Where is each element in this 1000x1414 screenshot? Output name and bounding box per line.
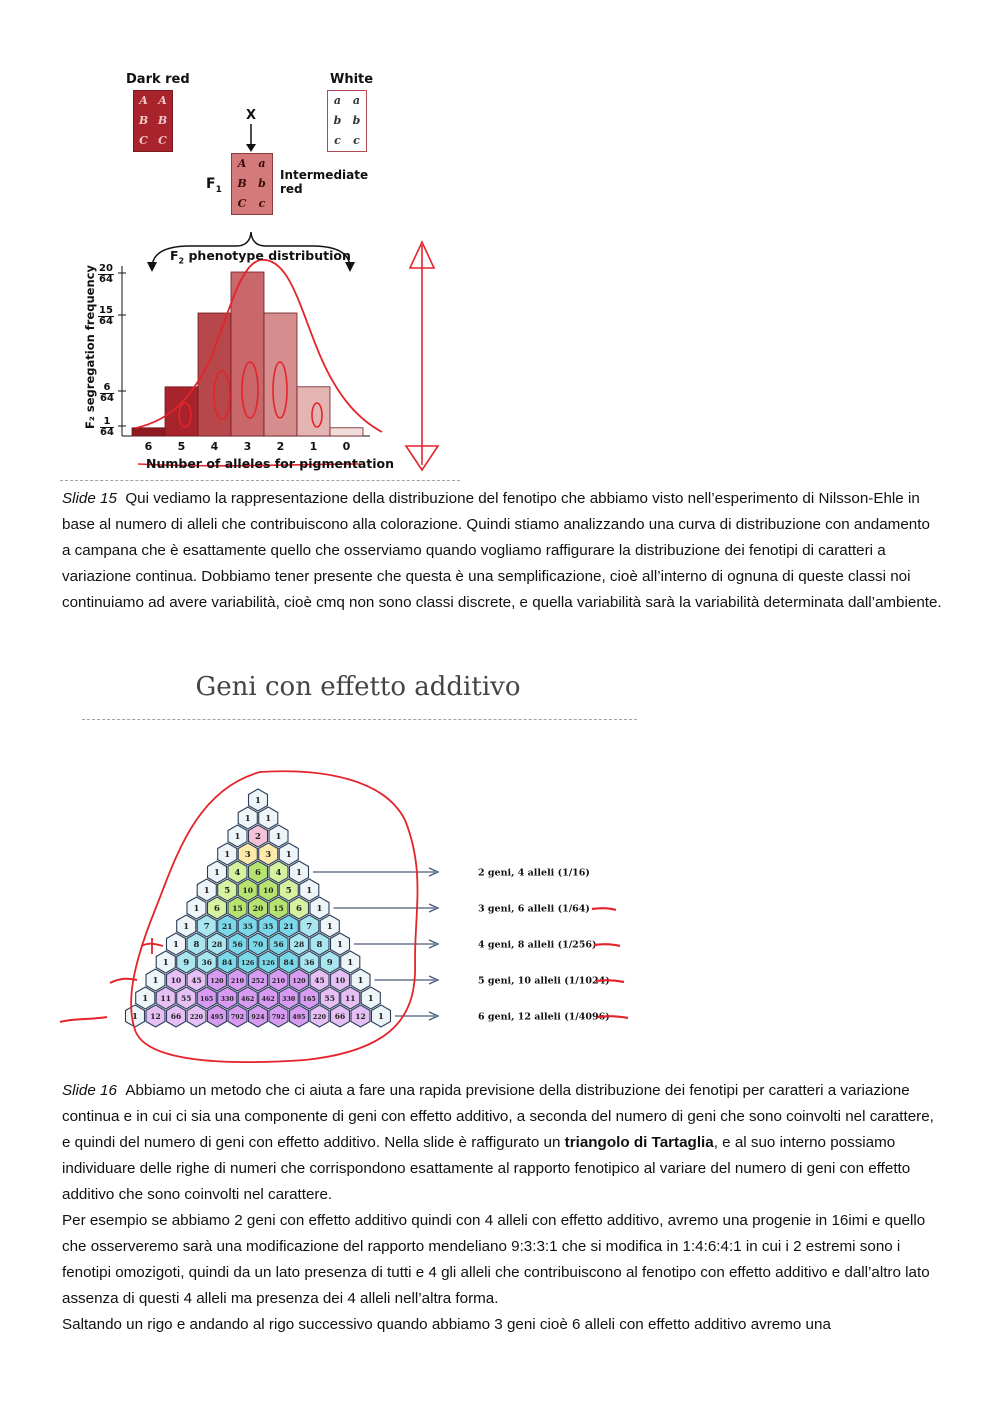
f1-label-main: F [206, 176, 216, 192]
row-label: 3 geni, 6 alleli (1/64) [478, 903, 590, 915]
triangle-value: 28 [293, 939, 305, 949]
allele: A [158, 94, 167, 107]
triangle-value: 36 [201, 957, 212, 967]
triangle-value: 12 [150, 1011, 161, 1021]
triangle-value: 3 [244, 849, 251, 860]
triangle-value: 1 [142, 993, 149, 1004]
cross-arrow-head [246, 144, 256, 152]
slide16-figure-title: Geni con effetto additivo [195, 672, 521, 702]
triangle-value: 1 [378, 1011, 384, 1022]
slide16-text [62, 1078, 942, 1338]
triangle-value: 28 [211, 939, 223, 949]
allele: B [237, 177, 247, 190]
allele: a [333, 94, 342, 107]
triangle-value: 35 [263, 921, 274, 931]
triangle-value: 5 [285, 885, 292, 896]
row-label: 2 geni, 4 alleli (1/16) [478, 867, 590, 879]
fig1-chart-svg [60, 60, 480, 490]
triangle-value: 1 [162, 957, 169, 968]
bar-6-alleles [132, 428, 165, 436]
slide15-ref: Slide 15 [62, 490, 117, 507]
allele: B [138, 114, 149, 127]
y-tick-num: 15 [99, 305, 113, 316]
y-tick-label [98, 306, 114, 327]
triangle-value: 1 [285, 849, 292, 860]
allele: b [333, 114, 342, 127]
triangle-value: 462 [241, 995, 255, 1003]
allele: c [334, 134, 341, 147]
bar-1-alleles [297, 387, 330, 436]
triangle-value: 120 [292, 977, 306, 985]
triangle-value: 126 [261, 959, 275, 967]
f2-title-sub: 2 [178, 256, 185, 266]
triangle-value: 10 [170, 975, 182, 985]
triangle-value: 1 [234, 831, 241, 842]
figure-divider [60, 480, 460, 481]
triangle-value: 6 [296, 903, 302, 914]
x-tick-label: 4 [210, 440, 219, 453]
triangle-value: 56 [232, 939, 243, 949]
triangle-value: 1 [367, 993, 374, 1004]
triangle-value: 6 [255, 867, 261, 878]
triangle-value: 1 [296, 867, 302, 878]
x-tick-label: 6 [144, 440, 153, 453]
triangle-value: 210 [230, 977, 245, 985]
cross-symbol: X [246, 108, 257, 123]
triangle-value: 495 [292, 1013, 306, 1021]
triangle-value: 6 [214, 903, 220, 914]
triangle-value: 462 [261, 995, 275, 1003]
triangle-value: 924 [251, 1013, 265, 1021]
triangle-value: 11 [160, 993, 171, 1003]
parent-right-label: White [330, 72, 374, 87]
y-tick-label [100, 383, 114, 404]
triangle-value: 1 [193, 903, 200, 914]
title-divider [82, 719, 637, 720]
triangle-value: 1 [152, 975, 159, 986]
y-tick-num: 20 [99, 263, 113, 274]
triangle-value: 1 [214, 867, 220, 878]
triangle-value: 2 [255, 831, 261, 842]
triangle-value: 15 [273, 903, 284, 913]
triangle-value: 1 [347, 957, 354, 968]
triangle-value: 21 [283, 921, 294, 931]
triangle-value: 55 [324, 993, 335, 1003]
triangle-value: 1 [337, 939, 343, 950]
triangle-value: 495 [210, 1013, 224, 1021]
triangle-value: 126 [241, 959, 255, 967]
slide16-ref: Slide 16 [62, 1082, 117, 1099]
y-tick-den: 64 [100, 393, 114, 404]
f1-label-sub: 1 [215, 184, 222, 195]
tartaglia-term: triangolo di Tartaglia [564, 1134, 714, 1151]
bar-5-alleles [165, 387, 198, 436]
allele: C [158, 134, 167, 147]
triangle-value: 330 [220, 995, 234, 1003]
allele: c [258, 197, 266, 210]
allele: a [352, 94, 361, 107]
allele: c [353, 134, 360, 147]
row-label: 6 geni, 12 alleli (1/4096) [478, 1011, 610, 1023]
white-genotype-box [327, 90, 367, 152]
tartaglia-triangle [55, 760, 655, 1070]
triangle-value: 1 [183, 921, 190, 932]
y-tick-num: 6 [100, 383, 114, 394]
f1-phenotype-label [280, 168, 368, 196]
triangle-value: 84 [283, 957, 294, 967]
triangle-value: 792 [271, 1013, 286, 1021]
triangle-value: 220 [189, 1013, 204, 1021]
triangle-value: 56 [273, 939, 284, 949]
triangle-value: 1 [203, 885, 210, 896]
row-label: 5 geni, 10 alleli (1/1024) [478, 975, 610, 987]
y-tick-den: 64 [99, 316, 113, 327]
allele: C [139, 134, 148, 147]
triangle-value: 4 [275, 867, 282, 878]
y-tick-den: 64 [100, 427, 114, 438]
slide16-paragraph-1 [62, 1078, 942, 1208]
slide16-paragraph-2: Per esempio se abbiamo 2 geni con effetto additivo quindi con 4 alleli con effetto additivo, avremo una progenie in 16imi e quello che osserveremo sarà una modificazione del rapporto mendeliano 9:3:3:1 che si modifica in 1:4:6:4:1 in cui i 2 estremi sono i fenotipi omozigoti, quindi da un lato presenza di tutti e 4 gli alleli che contribuiscono al fenotipo con effetto additivo e dall’altro lato assenza di questi 4 alleli ma presenza dei 4 alleli nell’altra forma. [62, 1212, 930, 1307]
slide15-text [62, 486, 942, 616]
triangle-value: 1 [357, 975, 364, 986]
triangle-value: 1 [224, 849, 231, 860]
x-tick-label: 2 [276, 440, 285, 453]
f2-title-prefix: F [170, 248, 179, 263]
y-tick-label [100, 417, 114, 438]
allele: b [352, 114, 361, 127]
f1-phenotype-line2: red [280, 182, 303, 196]
triangle-value: 35 [242, 921, 253, 931]
slide15-body: Qui vediamo la rappresentazione della distribuzione del fenotipo che abbiamo visto nell’esperimento di Nilsson-Ehle in base al numero di alleli che contribuiscono alla colorazione. Quindi stiamo analizzando una curva di distribuzione con andamento a campana che è esattamente quello che osserviamo quando vogliamo raffigurare la distribuzione dei fenotipi di caratteri a variazione continua. Dobbiamo tener presente che questa è una semplificazione, cioè all’interno di ognuna di queste classi noi continuiamo ad avere variabilità, cioè cmq non sono classi discrete, e quella variabilità sarà la variabilità determinata dall’ambiente. [62, 490, 942, 611]
triangle-value: 1 [132, 1011, 138, 1022]
triangle-value: 220 [312, 1013, 327, 1021]
nilsson-ehle-figure [60, 60, 480, 490]
triangle-value: 10 [334, 975, 346, 985]
triangle-value: 4 [234, 867, 241, 878]
triangle-value: 10 [242, 885, 253, 895]
f1-genotype-box [231, 153, 273, 215]
triangle-value: 165 [200, 995, 214, 1003]
parent-left-label: Dark red [126, 72, 190, 87]
triangle-value: 1 [173, 939, 179, 950]
triangle-value: 70 [252, 939, 264, 949]
triangle-value: 8 [316, 939, 323, 950]
triangle-value: 1 [316, 903, 323, 914]
triangle-value: 66 [170, 1011, 182, 1021]
triangle-value: 10 [263, 885, 274, 895]
triangle-value: 1 [244, 813, 251, 824]
slide16-paragraph-3: Saltando un rigo e andando al rigo successivo quando abbiamo 3 geni cioè 6 alleli con effetto additivo avremo una [62, 1316, 831, 1333]
y-tick-num: 1 [100, 417, 114, 428]
triangle-value: 7 [203, 921, 210, 932]
triangle-value: 36 [304, 957, 315, 967]
triangle-value: 55 [181, 993, 192, 1003]
triangle-value: 20 [252, 903, 264, 913]
allele: C [237, 197, 247, 210]
slide16-para1-a: Abbiamo un metodo che ci aiuta a fare una rapida previsione della distribuzione dei fenotipi per caratteri a variazione continua e in cui ci sia una componente di geni con effetto additivo, a seconda del numero di geni che sono coinvolti nel carattere, e quindi del numero di geni con effetto additivo. Nella slide è raffigurato un [62, 1082, 934, 1151]
bar-0-alleles [330, 428, 363, 436]
slide16-para1-b: , e al suo interno possiamo individuare delle righe di numeri che corrispondono esattamente al rapporto fenotipico al variare del numero di geni con effetto additivo che sono coinvolti nel carattere. [62, 1134, 911, 1203]
allele: B [157, 114, 168, 127]
f2-distribution-title [170, 248, 351, 266]
x-tick-label: 5 [177, 440, 186, 453]
triangle-value: 45 [191, 975, 202, 985]
allele: A [139, 94, 148, 107]
triangle-value: 120 [210, 977, 224, 985]
allele: A [237, 157, 247, 170]
triangle-value: 165 [302, 995, 316, 1003]
y-tick-den: 64 [99, 274, 113, 285]
triangle-value: 210 [271, 977, 286, 985]
bar-3-alleles [231, 272, 264, 436]
triangle-value: 9 [183, 957, 190, 968]
red-mark-annotation [592, 908, 616, 910]
row-label: 4 geni, 8 alleli (1/256) [478, 939, 597, 951]
triangle-value: 84 [222, 957, 233, 967]
triangle-value: 1 [306, 885, 313, 896]
x-tick-label: 1 [309, 440, 318, 453]
triangle-value: 66 [334, 1011, 346, 1021]
triangle-value: 330 [282, 995, 296, 1003]
red-mark-annotation [60, 1017, 107, 1022]
triangle-value: 1 [265, 813, 272, 824]
triangle-value: 8 [193, 939, 200, 950]
triangle-value: 15 [232, 903, 243, 913]
y-axis-title: F₂ segregation frequency [83, 265, 97, 429]
triangle-value: 3 [265, 849, 272, 860]
triangle-value: 1 [275, 831, 282, 842]
f1-phenotype-line1: Intermediate [280, 168, 369, 182]
triangle-value: 1 [326, 921, 333, 932]
triangle-value: 5 [224, 885, 231, 896]
allele: b [258, 177, 266, 190]
x-tick-label: 3 [243, 440, 252, 453]
triangle-value: 792 [230, 1013, 245, 1021]
triangle-value: 45 [314, 975, 325, 985]
allele: a [258, 157, 266, 170]
f2-title-rest: phenotype distribution [184, 248, 351, 263]
triangle-value: 11 [345, 993, 356, 1003]
triangle-value: 12 [355, 1011, 366, 1021]
slide15-paragraph [62, 486, 942, 616]
x-axis-title: Number of alleles for pigmentation [146, 456, 395, 471]
y-tick-label [98, 264, 114, 285]
dark-red-genotype-box [133, 90, 173, 152]
triangle-value: 252 [251, 977, 265, 985]
triangle-value: 7 [306, 921, 313, 932]
triangle-value: 1 [255, 795, 261, 806]
triangle-value: 9 [326, 957, 333, 968]
red-mark-annotation [594, 944, 620, 946]
triangle-value: 21 [222, 921, 233, 931]
brace-arrow-left [147, 262, 157, 272]
x-tick-label: 0 [342, 440, 351, 453]
f1-label [206, 176, 222, 195]
